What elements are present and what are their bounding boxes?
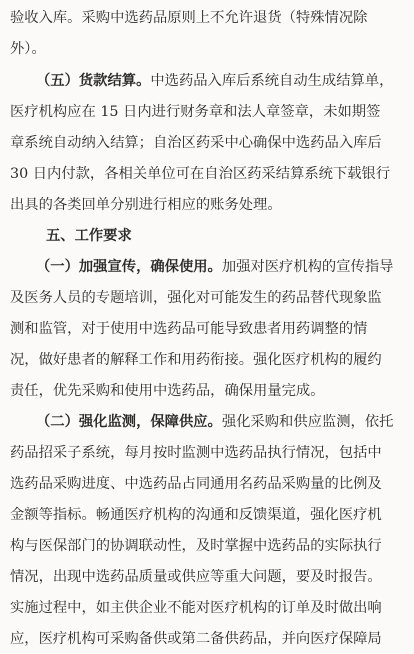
text-line bbox=[0, 159, 414, 189]
paragraph-first-line bbox=[0, 66, 414, 96]
text-line bbox=[0, 128, 414, 158]
text-line bbox=[0, 3, 414, 33]
section-heading bbox=[0, 221, 414, 251]
text-line bbox=[0, 624, 414, 647]
section-label: （二）强化监测，保障供应。 bbox=[36, 414, 222, 430]
line-text: 实施过程中，如主供企业不能对医疗机构的订单及时做出响 bbox=[10, 600, 382, 616]
text-line bbox=[0, 469, 414, 499]
text-line bbox=[0, 531, 414, 561]
line-text: 医疗机构应在 15 日内进行财务章和法人章签章，未如期签 bbox=[10, 104, 381, 120]
line-text: 中选药品入库后系统自动生成结算单， bbox=[150, 73, 394, 89]
line-text: 金额等指标。畅通医疗机构的沟通和反馈渠道，强化医疗机 bbox=[10, 507, 382, 523]
line-text: 选药品采购进度、中选药品占同通用名药品采购量的比例及 bbox=[10, 476, 382, 492]
line-text: 及医务人员的专题培训，强化对可能发生的药品替代现象监 bbox=[10, 290, 382, 306]
text-line bbox=[0, 314, 414, 344]
line-text: 药品招采子系统，每月按时监测中选药品执行情况，包括中 bbox=[10, 445, 382, 461]
text-line bbox=[0, 593, 414, 623]
line-text: 应，医疗机构可采购备供或第二备供药品，并向医疗保障局 bbox=[10, 631, 382, 647]
line-text: 验收入库。采购中选药品原则上不允许退货（特殊情况除 bbox=[10, 10, 368, 26]
line-text: 况，做好患者的解释工作和用药衔接。强化医疗机构的履约 bbox=[10, 352, 382, 368]
line-text: 测和监管，对于使用中选药品可能导致患者用药调整的情 bbox=[10, 321, 368, 337]
section-label: （五）货款结算。 bbox=[36, 73, 151, 89]
line-text: 情况，出现中选药品质量或供应等重大问题，要及时报告。 bbox=[10, 569, 382, 585]
section-label: （一）加强宣传，确保使用。 bbox=[36, 259, 222, 275]
line-text: 出具的各类回单分别进行相应的账务处理。 bbox=[10, 197, 282, 213]
heading-text: 五、工作要求 bbox=[46, 228, 132, 244]
paragraph-first-line bbox=[0, 407, 414, 437]
text-line bbox=[0, 190, 414, 220]
text-line bbox=[0, 34, 414, 64]
text-line bbox=[0, 562, 414, 592]
line-text: 章系统自动纳入结算；自治区药采中心确保中选药品入库后 bbox=[10, 135, 382, 151]
line-text: 责任，优先采购和使用中选药品，确保用量完成。 bbox=[10, 383, 325, 399]
line-text: 构与医保部门的协调联动性，及时掌握中选药品的实际执行 bbox=[10, 538, 382, 554]
line-text: 外）。 bbox=[10, 41, 46, 57]
text-line bbox=[0, 438, 414, 468]
line-text: 强化采购和供应监测，依托 bbox=[221, 414, 394, 430]
text-line bbox=[0, 97, 414, 127]
text-line bbox=[0, 376, 414, 406]
text-line bbox=[0, 283, 414, 313]
text-line bbox=[0, 500, 414, 530]
line-text: 30 日内付款，各相关单位可在自治区药采结算系统下载银行 bbox=[10, 166, 391, 182]
text-line bbox=[0, 345, 414, 375]
line-text: 加强对医疗机构的宣传指导 bbox=[221, 259, 394, 275]
paragraph-first-line bbox=[0, 252, 414, 282]
